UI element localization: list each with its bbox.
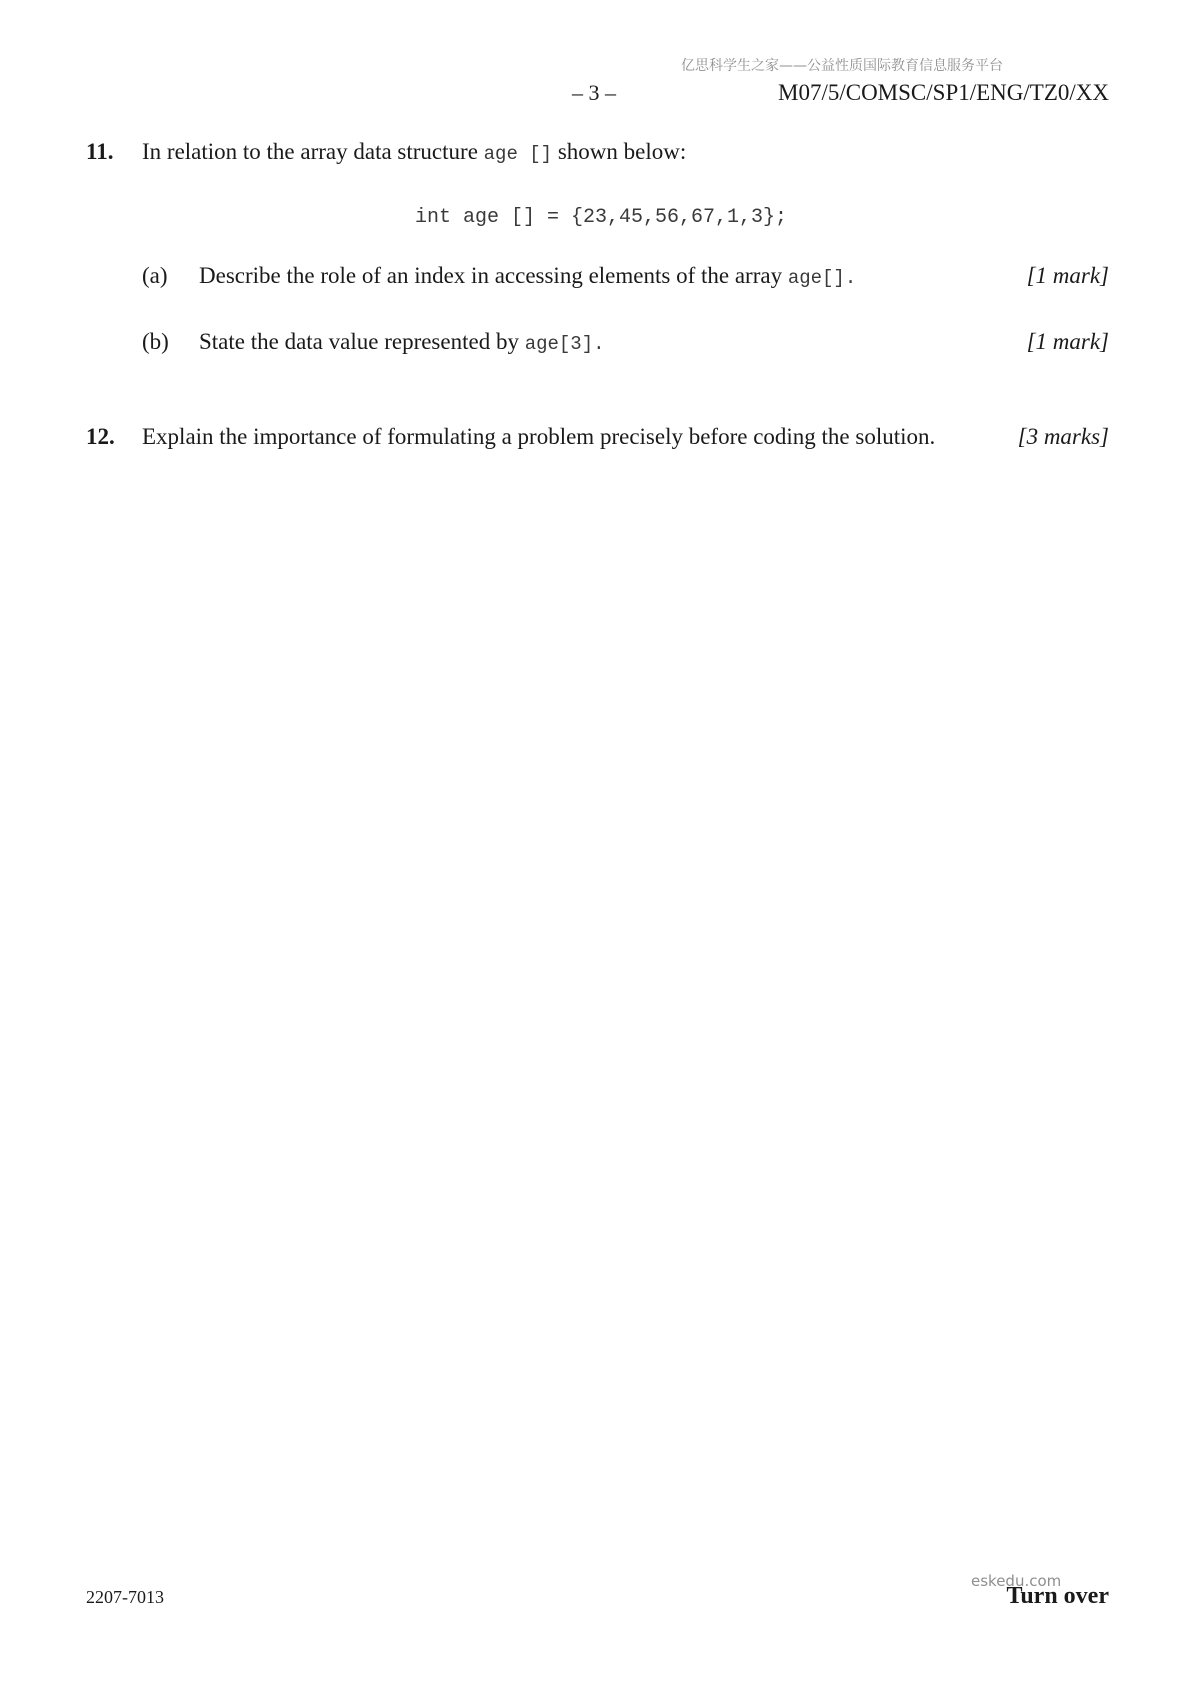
part-b-prompt: State the data value represented by [199, 329, 525, 354]
question-11-code-ref: age [] [483, 143, 553, 165]
page-number: – 3 – [572, 80, 616, 105]
part-a-code: age[] [787, 267, 845, 289]
part-b-label: (b) [142, 329, 169, 354]
part-b-code: age[3] [524, 333, 594, 355]
paper-code: M07/5/COMSC/SP1/ENG/TZ0/XX [778, 80, 1109, 105]
question-12-marks: [3 marks] [1017, 424, 1109, 449]
part-b-end: . [593, 333, 605, 355]
question-12-number: 12. [86, 424, 115, 449]
code-line: int age [] = {23,45,56,67,1,3}; [415, 206, 788, 229]
footer-watermark: eskedu.com [971, 1572, 1062, 1590]
part-b-marks: [1 mark] [1026, 329, 1109, 354]
question-11-text [142, 139, 686, 165]
question-11-number: 11. [86, 139, 114, 164]
part-a-text [199, 263, 856, 289]
part-a-label: (a) [142, 263, 168, 288]
turn-over-label: Turn over [1006, 1583, 1109, 1609]
header-watermark: 亿思科学生之家——公益性质国际教育信息服务平台 [681, 58, 1003, 74]
part-b-text [199, 329, 605, 355]
question-11-text-before: In relation to the array data structure [142, 139, 484, 164]
part-a-marks: [1 mark] [1026, 263, 1109, 288]
part-a-end: . [844, 267, 857, 289]
question-11-text-after: shown below: [552, 139, 687, 164]
question-12-text: Explain the importance of formulating a problem precisely before coding the solution. [142, 424, 936, 449]
footer-code: 2207-7013 [86, 1587, 164, 1607]
part-a-prompt: Describe the role of an index in accessing elements of the array [199, 263, 788, 288]
